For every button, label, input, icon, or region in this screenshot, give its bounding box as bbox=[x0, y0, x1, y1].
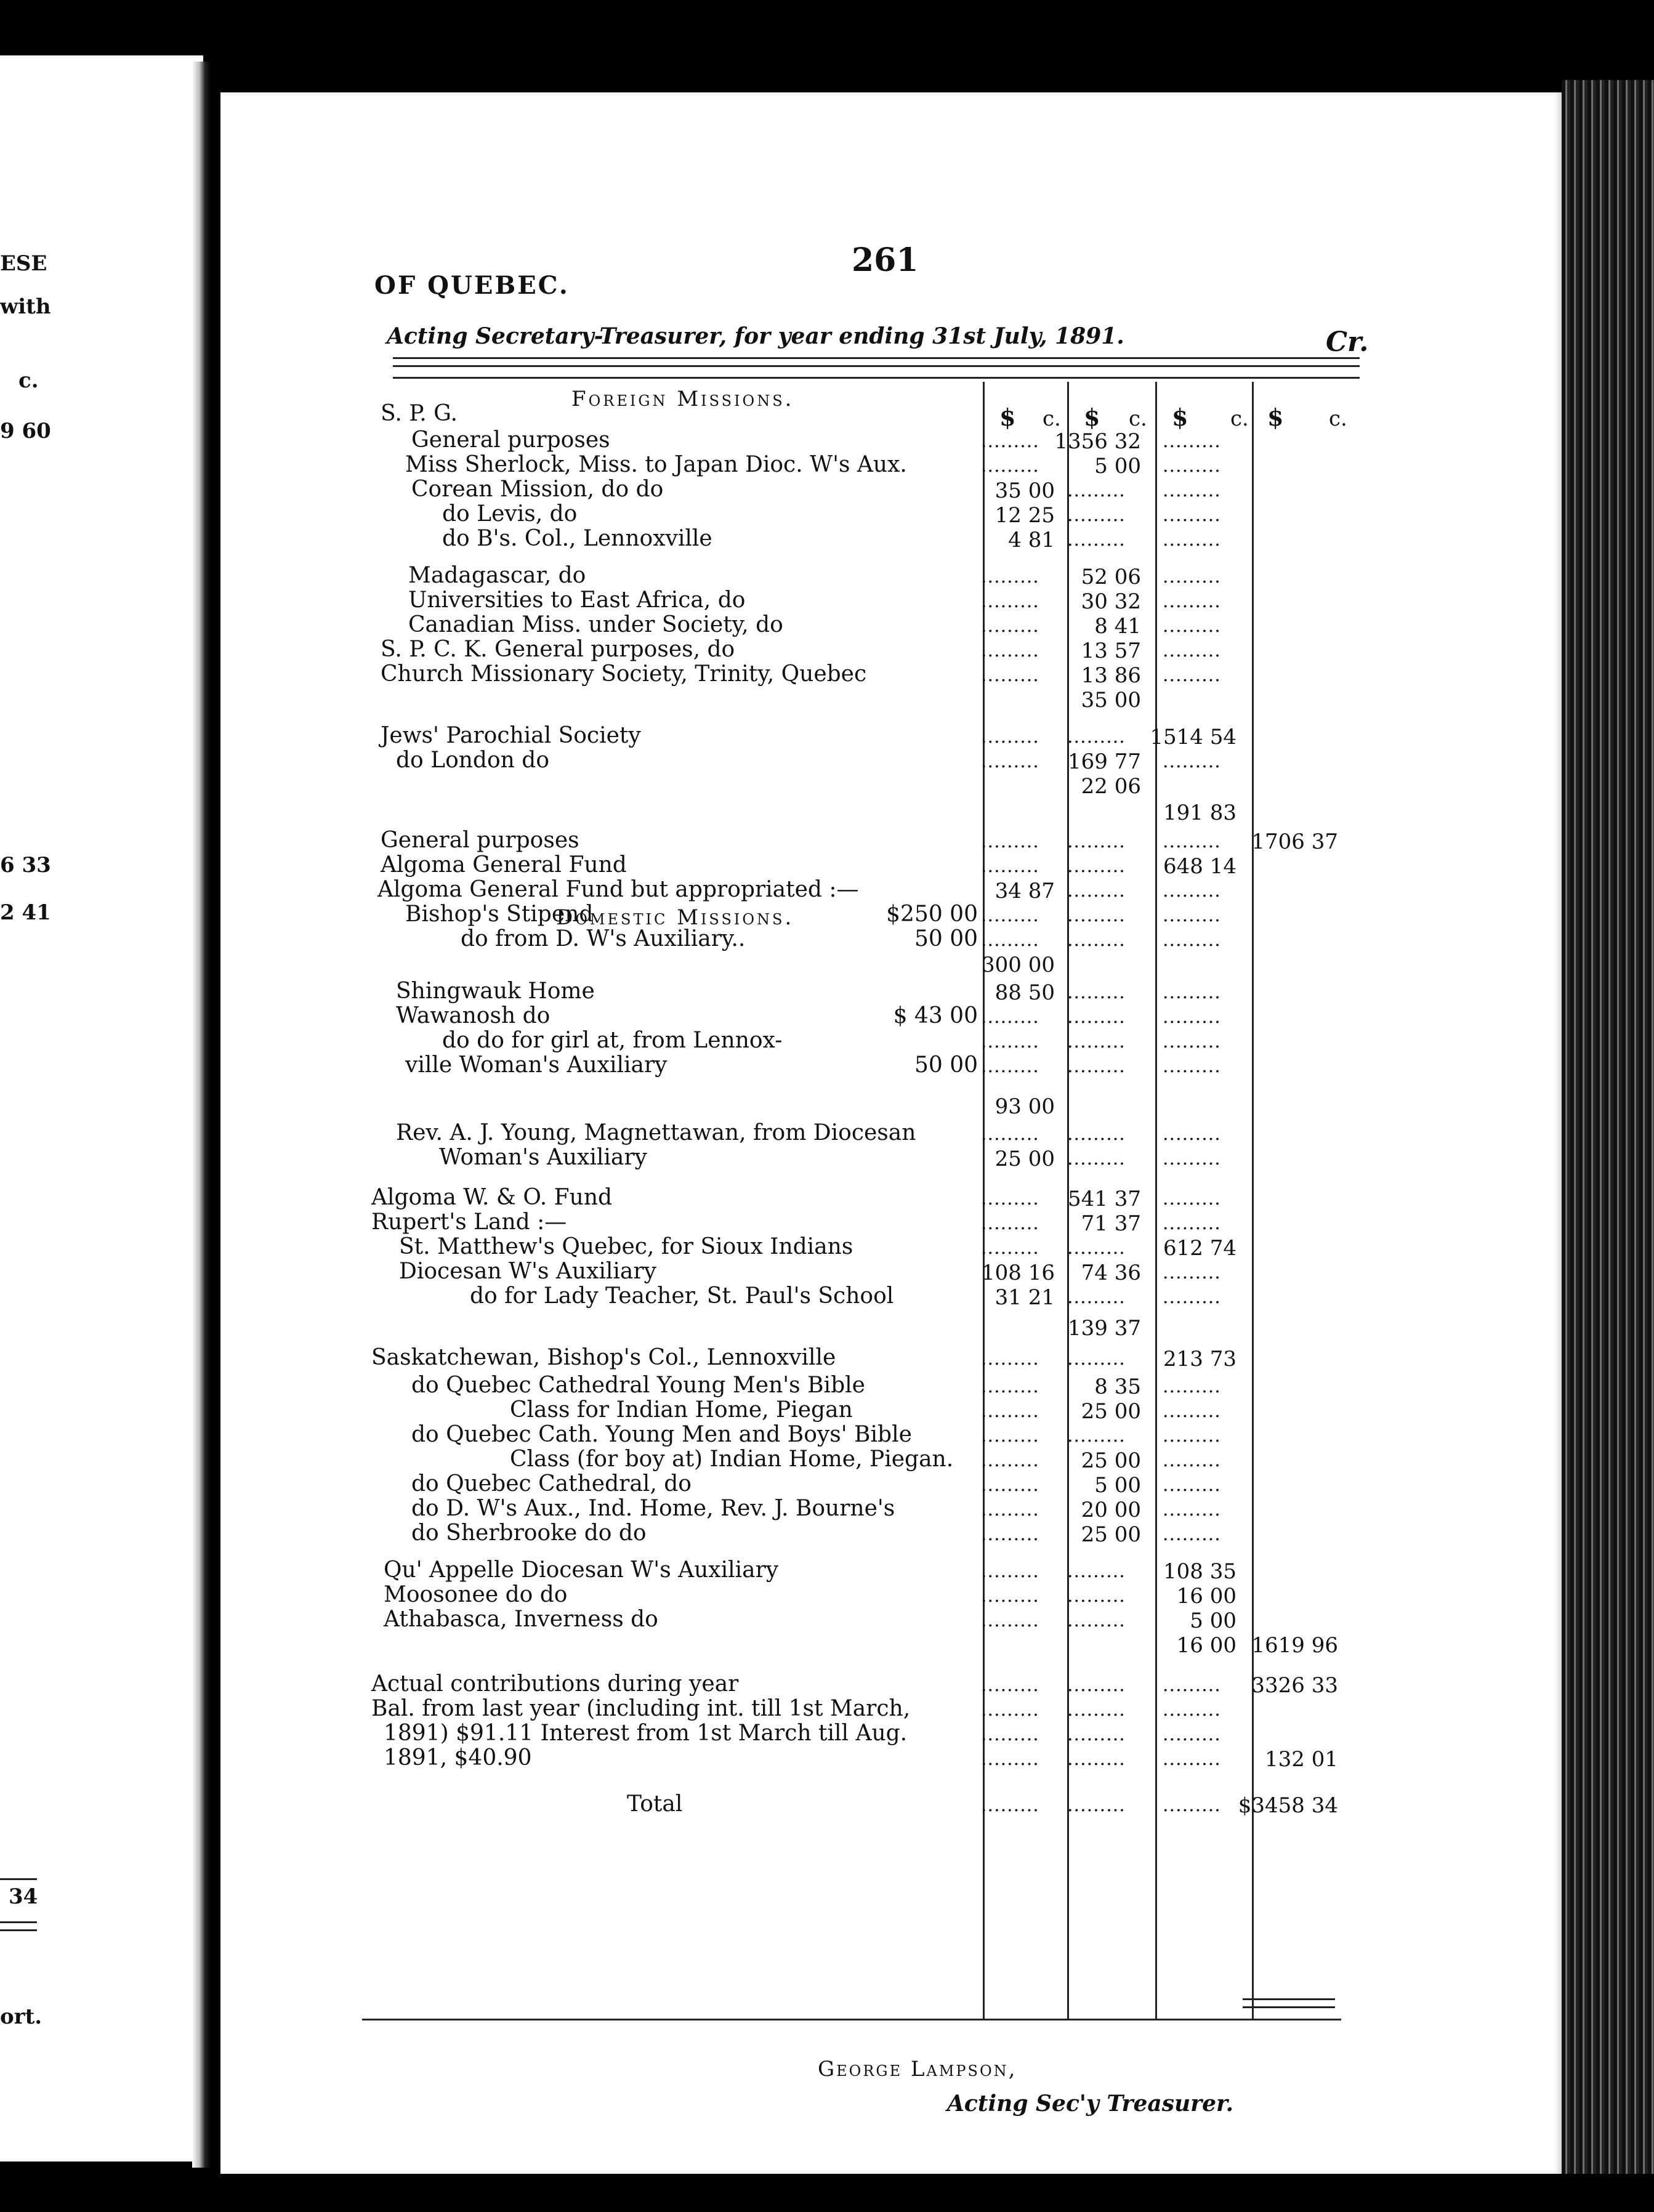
leader-dots: ......... bbox=[981, 1056, 1039, 1077]
leader-dots: ......... bbox=[1067, 1585, 1126, 1607]
signature-title: Acting Sec'y Treasurer. bbox=[947, 2091, 1234, 2117]
leader-dots: ......... bbox=[1163, 1724, 1221, 1745]
leader-dots: ......... bbox=[981, 1188, 1039, 1209]
column-header: c. bbox=[1230, 406, 1249, 431]
section-heading-domestic: Domestic Missions. bbox=[556, 905, 794, 930]
leader-dots: ......... bbox=[1067, 726, 1126, 748]
amount-c2: 74 36 bbox=[1081, 1261, 1141, 1285]
row-label: 1891, $40.90 bbox=[384, 1745, 532, 1770]
leader-dots: ......... bbox=[1067, 982, 1126, 1003]
header-rule bbox=[393, 357, 1360, 367]
row-label: Canadian Miss. under Society, do bbox=[408, 612, 783, 637]
leader-dots: ......... bbox=[1163, 529, 1221, 551]
row-label: Rev. A. J. Young, Magnettawan, from Diocesan bbox=[396, 1120, 916, 1145]
leader-dots: ......... bbox=[981, 1031, 1039, 1052]
leader-dots: ......... bbox=[1067, 480, 1126, 501]
row-label: General purposes bbox=[411, 427, 610, 453]
credit-marker: Cr. bbox=[1326, 326, 1369, 358]
leader-dots: ......... bbox=[1067, 855, 1126, 877]
left-fragment: c. bbox=[18, 368, 39, 393]
leader-dots: ......... bbox=[981, 664, 1039, 686]
row-label: Corean Mission, do do bbox=[411, 477, 664, 502]
leader-dots: ......... bbox=[1067, 1123, 1126, 1145]
leader-dots: ......... bbox=[1067, 1699, 1126, 1721]
column-header: c. bbox=[1129, 406, 1147, 431]
row-label: Saskatchewan, Bishop's Col., Lennoxville bbox=[371, 1345, 836, 1370]
row-label: do London do bbox=[396, 748, 549, 773]
amount-c2: 1356 32 bbox=[1054, 429, 1141, 454]
row-label: Rupert's Land :— bbox=[371, 1209, 567, 1235]
row-label: Algoma W. & O. Fund bbox=[371, 1185, 613, 1210]
signature-name: George Lampson, bbox=[818, 2057, 1017, 2081]
leader-dots: ......... bbox=[1067, 905, 1126, 926]
amount-c4: $3458 34 bbox=[1238, 1793, 1338, 1818]
row-label: Class (for boy at) Indian Home, Piegan. bbox=[510, 1447, 954, 1472]
leader-dots: ......... bbox=[1163, 1425, 1221, 1447]
amount-c2: 52 06 bbox=[1081, 565, 1141, 589]
page-header-title: OF QUEBEC. bbox=[374, 271, 570, 300]
leader-dots: ......... bbox=[981, 1560, 1039, 1582]
leader-dots: ......... bbox=[1163, 430, 1221, 452]
amount-c4: 1706 37 bbox=[1251, 830, 1338, 854]
leader-dots: ......... bbox=[1163, 1213, 1221, 1234]
leader-dots: ......... bbox=[1163, 1400, 1221, 1422]
row-label: Woman's Auxiliary bbox=[439, 1145, 647, 1170]
column-header: $ bbox=[999, 403, 1016, 431]
row-label: do B's. Col., Lennoxville bbox=[442, 526, 712, 551]
left-fragment: 2 41 bbox=[0, 900, 51, 925]
amount-c1: 88 50 bbox=[994, 980, 1055, 1005]
amount-c1: 12 25 bbox=[994, 503, 1055, 528]
row-label: do Quebec Cathedral, do bbox=[411, 1471, 692, 1496]
leader-dots: ......... bbox=[1067, 1031, 1126, 1052]
leader-dots: ......... bbox=[1163, 1056, 1221, 1077]
left-fragment: with bbox=[0, 294, 51, 319]
amount-c2: 541 37 bbox=[1068, 1187, 1141, 1211]
page-number: 261 bbox=[852, 241, 919, 279]
row-label: Diocesan W's Auxiliary bbox=[399, 1259, 656, 1284]
leader-dots: ......... bbox=[981, 1425, 1039, 1447]
row-label: S. P. G. bbox=[381, 401, 458, 426]
leader-dots: ......... bbox=[1163, 1148, 1221, 1169]
leader-dots: ......... bbox=[1067, 1794, 1126, 1816]
inner-amount: $250 00 bbox=[886, 902, 978, 927]
row-label: St. Matthew's Quebec, for Sioux Indians bbox=[399, 1234, 853, 1259]
column-header: $ bbox=[1084, 403, 1100, 431]
leader-dots: ......... bbox=[1163, 566, 1221, 587]
leader-dots: ......... bbox=[1067, 1056, 1126, 1077]
leader-dots: ......... bbox=[981, 831, 1039, 852]
leader-dots: ......... bbox=[1067, 929, 1126, 951]
section-heading-foreign: Foreign Missions. bbox=[571, 387, 794, 411]
leader-dots: ......... bbox=[1067, 1348, 1126, 1370]
row-label: General purposes bbox=[381, 828, 579, 853]
amount-c2: 5 00 bbox=[1094, 1473, 1141, 1498]
inner-amount: 50 00 bbox=[914, 926, 978, 951]
row-label: do Quebec Cathedral Young Men's Bible bbox=[411, 1373, 865, 1398]
leader-dots: ......... bbox=[1163, 480, 1221, 501]
row-label: 1891) $91.11 Interest from 1st March till Aug. bbox=[384, 1721, 908, 1746]
header-rule bbox=[393, 377, 1360, 379]
column-header: $ bbox=[1267, 403, 1284, 431]
left-rule bbox=[0, 1878, 37, 1880]
leader-dots: ......... bbox=[981, 615, 1039, 637]
column-rule bbox=[1252, 382, 1254, 2020]
column-header: $ bbox=[1172, 403, 1188, 431]
amount-c4: 3326 33 bbox=[1251, 1673, 1338, 1698]
amount-c2: 71 37 bbox=[1081, 1211, 1141, 1236]
row-label: ville Woman's Auxiliary bbox=[405, 1052, 668, 1078]
amount-c2: 25 00 bbox=[1081, 1522, 1141, 1547]
footer-rule bbox=[362, 2019, 1341, 2020]
amount-c2: 8 41 bbox=[1094, 614, 1141, 639]
leader-dots: ......... bbox=[1163, 1376, 1221, 1397]
leader-dots: ......... bbox=[1163, 1699, 1221, 1721]
row-label: Actual contributions during year bbox=[371, 1671, 739, 1697]
amount-c2: 25 00 bbox=[1081, 1448, 1141, 1473]
leader-dots: ......... bbox=[1163, 831, 1221, 852]
leader-dots: ......... bbox=[1067, 1748, 1126, 1770]
leader-dots: ......... bbox=[981, 1213, 1039, 1234]
leader-dots: ......... bbox=[1163, 1474, 1221, 1496]
leader-dots: ......... bbox=[1163, 504, 1221, 526]
leader-dots: ......... bbox=[1163, 1499, 1221, 1520]
amount-c2: 169 77 bbox=[1068, 749, 1141, 774]
leader-dots: ......... bbox=[981, 1794, 1039, 1816]
row-label: Athabasca, Inverness do bbox=[384, 1607, 658, 1632]
row-label: Moosonee do do bbox=[384, 1582, 568, 1607]
amount-c1: 31 21 bbox=[994, 1285, 1055, 1310]
amount-c1: 4 81 bbox=[1008, 528, 1055, 552]
leader-dots: ......... bbox=[1163, 640, 1221, 661]
row-label: Algoma General Fund but appropriated :— bbox=[377, 877, 859, 902]
leader-dots: ......... bbox=[1067, 1724, 1126, 1745]
leader-dots: ......... bbox=[981, 905, 1039, 926]
column-header: c. bbox=[1043, 406, 1061, 431]
leader-dots: ......... bbox=[981, 1610, 1039, 1631]
amount-c3: 108 35 bbox=[1163, 1559, 1236, 1584]
row-label: Wawanosh do bbox=[396, 1003, 551, 1028]
leader-dots: ......... bbox=[1163, 1123, 1221, 1145]
leader-dots: ......... bbox=[981, 855, 1039, 877]
leader-dots: ......... bbox=[981, 640, 1039, 661]
inner-amount: 50 00 bbox=[914, 1052, 978, 1078]
row-label: Class for Indian Home, Piegan bbox=[510, 1397, 853, 1423]
leader-dots: ......... bbox=[981, 1524, 1039, 1545]
row-label: Universities to East Africa, do bbox=[408, 587, 746, 613]
leader-dots: ......... bbox=[1163, 455, 1221, 477]
amount-c3: 612 74 bbox=[1163, 1236, 1236, 1261]
amount-c2: 30 32 bbox=[1081, 589, 1141, 614]
leader-dots: ......... bbox=[1067, 1425, 1126, 1447]
leader-dots: ......... bbox=[981, 430, 1039, 452]
leader-dots: ......... bbox=[1067, 1286, 1126, 1308]
leader-dots: ......... bbox=[981, 566, 1039, 587]
leader-dots: ......... bbox=[981, 1348, 1039, 1370]
amount-c1: 35 00 bbox=[994, 478, 1055, 503]
leader-dots: ......... bbox=[1163, 1188, 1221, 1209]
ledger-page bbox=[220, 92, 1562, 2174]
leader-dots: ......... bbox=[1163, 1524, 1221, 1545]
leader-dots: ......... bbox=[981, 1474, 1039, 1496]
leader-dots: ......... bbox=[981, 1748, 1039, 1770]
leader-dots: ......... bbox=[1163, 615, 1221, 637]
leader-dots: ......... bbox=[1163, 929, 1221, 951]
leader-dots: ......... bbox=[981, 1499, 1039, 1520]
amount-c1: 93 00 bbox=[994, 1094, 1055, 1119]
amount-c2: 22 06 bbox=[1081, 774, 1141, 799]
amount-c3: 213 73 bbox=[1163, 1347, 1236, 1371]
leader-dots: ......... bbox=[981, 1237, 1039, 1259]
leader-dots: ......... bbox=[1163, 1262, 1221, 1283]
leader-dots: ......... bbox=[1163, 1450, 1221, 1471]
leader-dots: ......... bbox=[981, 1674, 1039, 1696]
leader-dots: ......... bbox=[981, 1123, 1039, 1145]
leader-dots: ......... bbox=[1163, 751, 1221, 772]
leader-dots: ......... bbox=[981, 1006, 1039, 1028]
leader-dots: ......... bbox=[1163, 591, 1221, 612]
page-edges bbox=[1562, 80, 1654, 2174]
leader-dots: ......... bbox=[1163, 1794, 1221, 1816]
book-spine bbox=[192, 62, 211, 2168]
amount-c3: 16 00 bbox=[1176, 1633, 1236, 1658]
leader-dots: ......... bbox=[1067, 1610, 1126, 1631]
amount-c4: 1619 96 bbox=[1251, 1633, 1338, 1658]
row-label: Jews' Parochial Society bbox=[381, 723, 641, 748]
amount-c3: 16 00 bbox=[1176, 1584, 1236, 1609]
leader-dots: ......... bbox=[981, 751, 1039, 772]
leader-dots: ......... bbox=[1163, 664, 1221, 686]
leader-dots: ......... bbox=[1163, 1006, 1221, 1028]
leader-dots: ......... bbox=[981, 726, 1039, 748]
leader-dots: ......... bbox=[1163, 880, 1221, 902]
row-label: Madagascar, do bbox=[408, 563, 586, 588]
row-label: do D. W's Aux., Ind. Home, Rev. J. Bourne's bbox=[411, 1496, 895, 1521]
amount-c2: 13 86 bbox=[1081, 663, 1141, 688]
left-fragment: ort. bbox=[0, 2004, 42, 2029]
amount-c2: 8 35 bbox=[1094, 1374, 1141, 1399]
amount-c2: 13 57 bbox=[1081, 639, 1141, 663]
leader-dots: ......... bbox=[1067, 504, 1126, 526]
row-label: Church Missionary Society, Trinity, Quebec bbox=[381, 661, 867, 687]
leader-dots: ......... bbox=[1067, 1674, 1126, 1696]
leader-dots: ......... bbox=[981, 1376, 1039, 1397]
amount-c1: 108 16 bbox=[982, 1261, 1055, 1285]
leader-dots: ......... bbox=[1163, 1286, 1221, 1308]
leader-dots: ......... bbox=[981, 1699, 1039, 1721]
left-rule bbox=[0, 1921, 37, 1931]
leader-dots: ......... bbox=[1067, 1560, 1126, 1582]
leader-dots: ......... bbox=[981, 1724, 1039, 1745]
amount-c2: 25 00 bbox=[1081, 1399, 1141, 1424]
leader-dots: ......... bbox=[981, 1400, 1039, 1422]
leader-dots: ......... bbox=[1163, 1031, 1221, 1052]
amount-c1: 34 87 bbox=[994, 879, 1055, 903]
leader-dots: ......... bbox=[1163, 1674, 1221, 1696]
row-label: Bal. from last year (including int. till 1st March, bbox=[371, 1696, 911, 1721]
row-label: Miss Sherlock, Miss. to Japan Dioc. W's Aux. bbox=[405, 452, 907, 477]
leader-dots: ......... bbox=[1067, 831, 1126, 852]
amount-c4: 132 01 bbox=[1265, 1747, 1338, 1772]
row-label: do Sherbrooke do do bbox=[411, 1520, 647, 1546]
amount-c3: 648 14 bbox=[1163, 854, 1236, 879]
amount-c2: 35 00 bbox=[1081, 688, 1141, 712]
row-label: do Quebec Cath. Young Men and Boys' Bible bbox=[411, 1422, 912, 1447]
row-label: Shingwauk Home bbox=[396, 979, 595, 1004]
inner-amount: $ 43 00 bbox=[893, 1003, 978, 1028]
page-subtitle: Acting Secretary-Treasurer, for year ending 31st July, 1891. bbox=[387, 323, 1124, 349]
leader-dots: ......... bbox=[1067, 1237, 1126, 1259]
row-label: Qu' Appelle Diocesan W's Auxiliary bbox=[384, 1557, 779, 1583]
left-page bbox=[0, 55, 203, 2162]
amount-c3: 5 00 bbox=[1190, 1609, 1236, 1633]
left-fragment: 6 33 bbox=[0, 853, 51, 878]
left-fragment: 9 60 bbox=[0, 419, 51, 443]
leader-dots: ......... bbox=[981, 1450, 1039, 1471]
amount-c2: 20 00 bbox=[1081, 1498, 1141, 1522]
leader-dots: ......... bbox=[1067, 1006, 1126, 1028]
leader-dots: ......... bbox=[981, 591, 1039, 612]
leader-dots: ......... bbox=[1067, 529, 1126, 551]
leader-dots: ......... bbox=[1163, 905, 1221, 926]
column-rule bbox=[1155, 382, 1157, 2020]
amount-c3: 191 83 bbox=[1163, 801, 1236, 825]
row-label: S. P. C. K. General purposes, do bbox=[381, 637, 735, 662]
row-label: do do for girl at, from Lennox- bbox=[442, 1028, 783, 1053]
amount-c1: 300 00 bbox=[982, 953, 1055, 977]
left-fragment: ESE bbox=[0, 251, 47, 276]
leader-dots: ......... bbox=[981, 1585, 1039, 1607]
row-label: Total bbox=[627, 1791, 683, 1817]
row-label: do Levis, do bbox=[442, 501, 578, 527]
left-fragment: 34 bbox=[9, 1884, 38, 1909]
amount-c1: 25 00 bbox=[994, 1147, 1055, 1171]
leader-dots: ......... bbox=[1163, 1748, 1221, 1770]
row-label: do for Lady Teacher, St. Paul's School bbox=[470, 1283, 894, 1309]
row-label: Bishop's Stipend bbox=[405, 902, 594, 927]
leader-dots: ......... bbox=[1067, 1148, 1126, 1169]
row-label: Algoma General Fund bbox=[381, 852, 627, 878]
row-label: do from D. W's Auxiliary.. bbox=[461, 926, 746, 951]
leader-dots: ......... bbox=[1163, 982, 1221, 1003]
leader-dots: ......... bbox=[981, 455, 1039, 477]
leader-dots: ......... bbox=[1067, 880, 1126, 902]
amount-c2: 139 37 bbox=[1068, 1316, 1141, 1341]
amount-c2: 5 00 bbox=[1094, 454, 1141, 478]
amount-c3: 1514 54 bbox=[1150, 725, 1236, 749]
total-rule bbox=[1243, 1998, 1335, 2008]
column-header: c. bbox=[1329, 406, 1347, 431]
leader-dots: ......... bbox=[981, 929, 1039, 951]
